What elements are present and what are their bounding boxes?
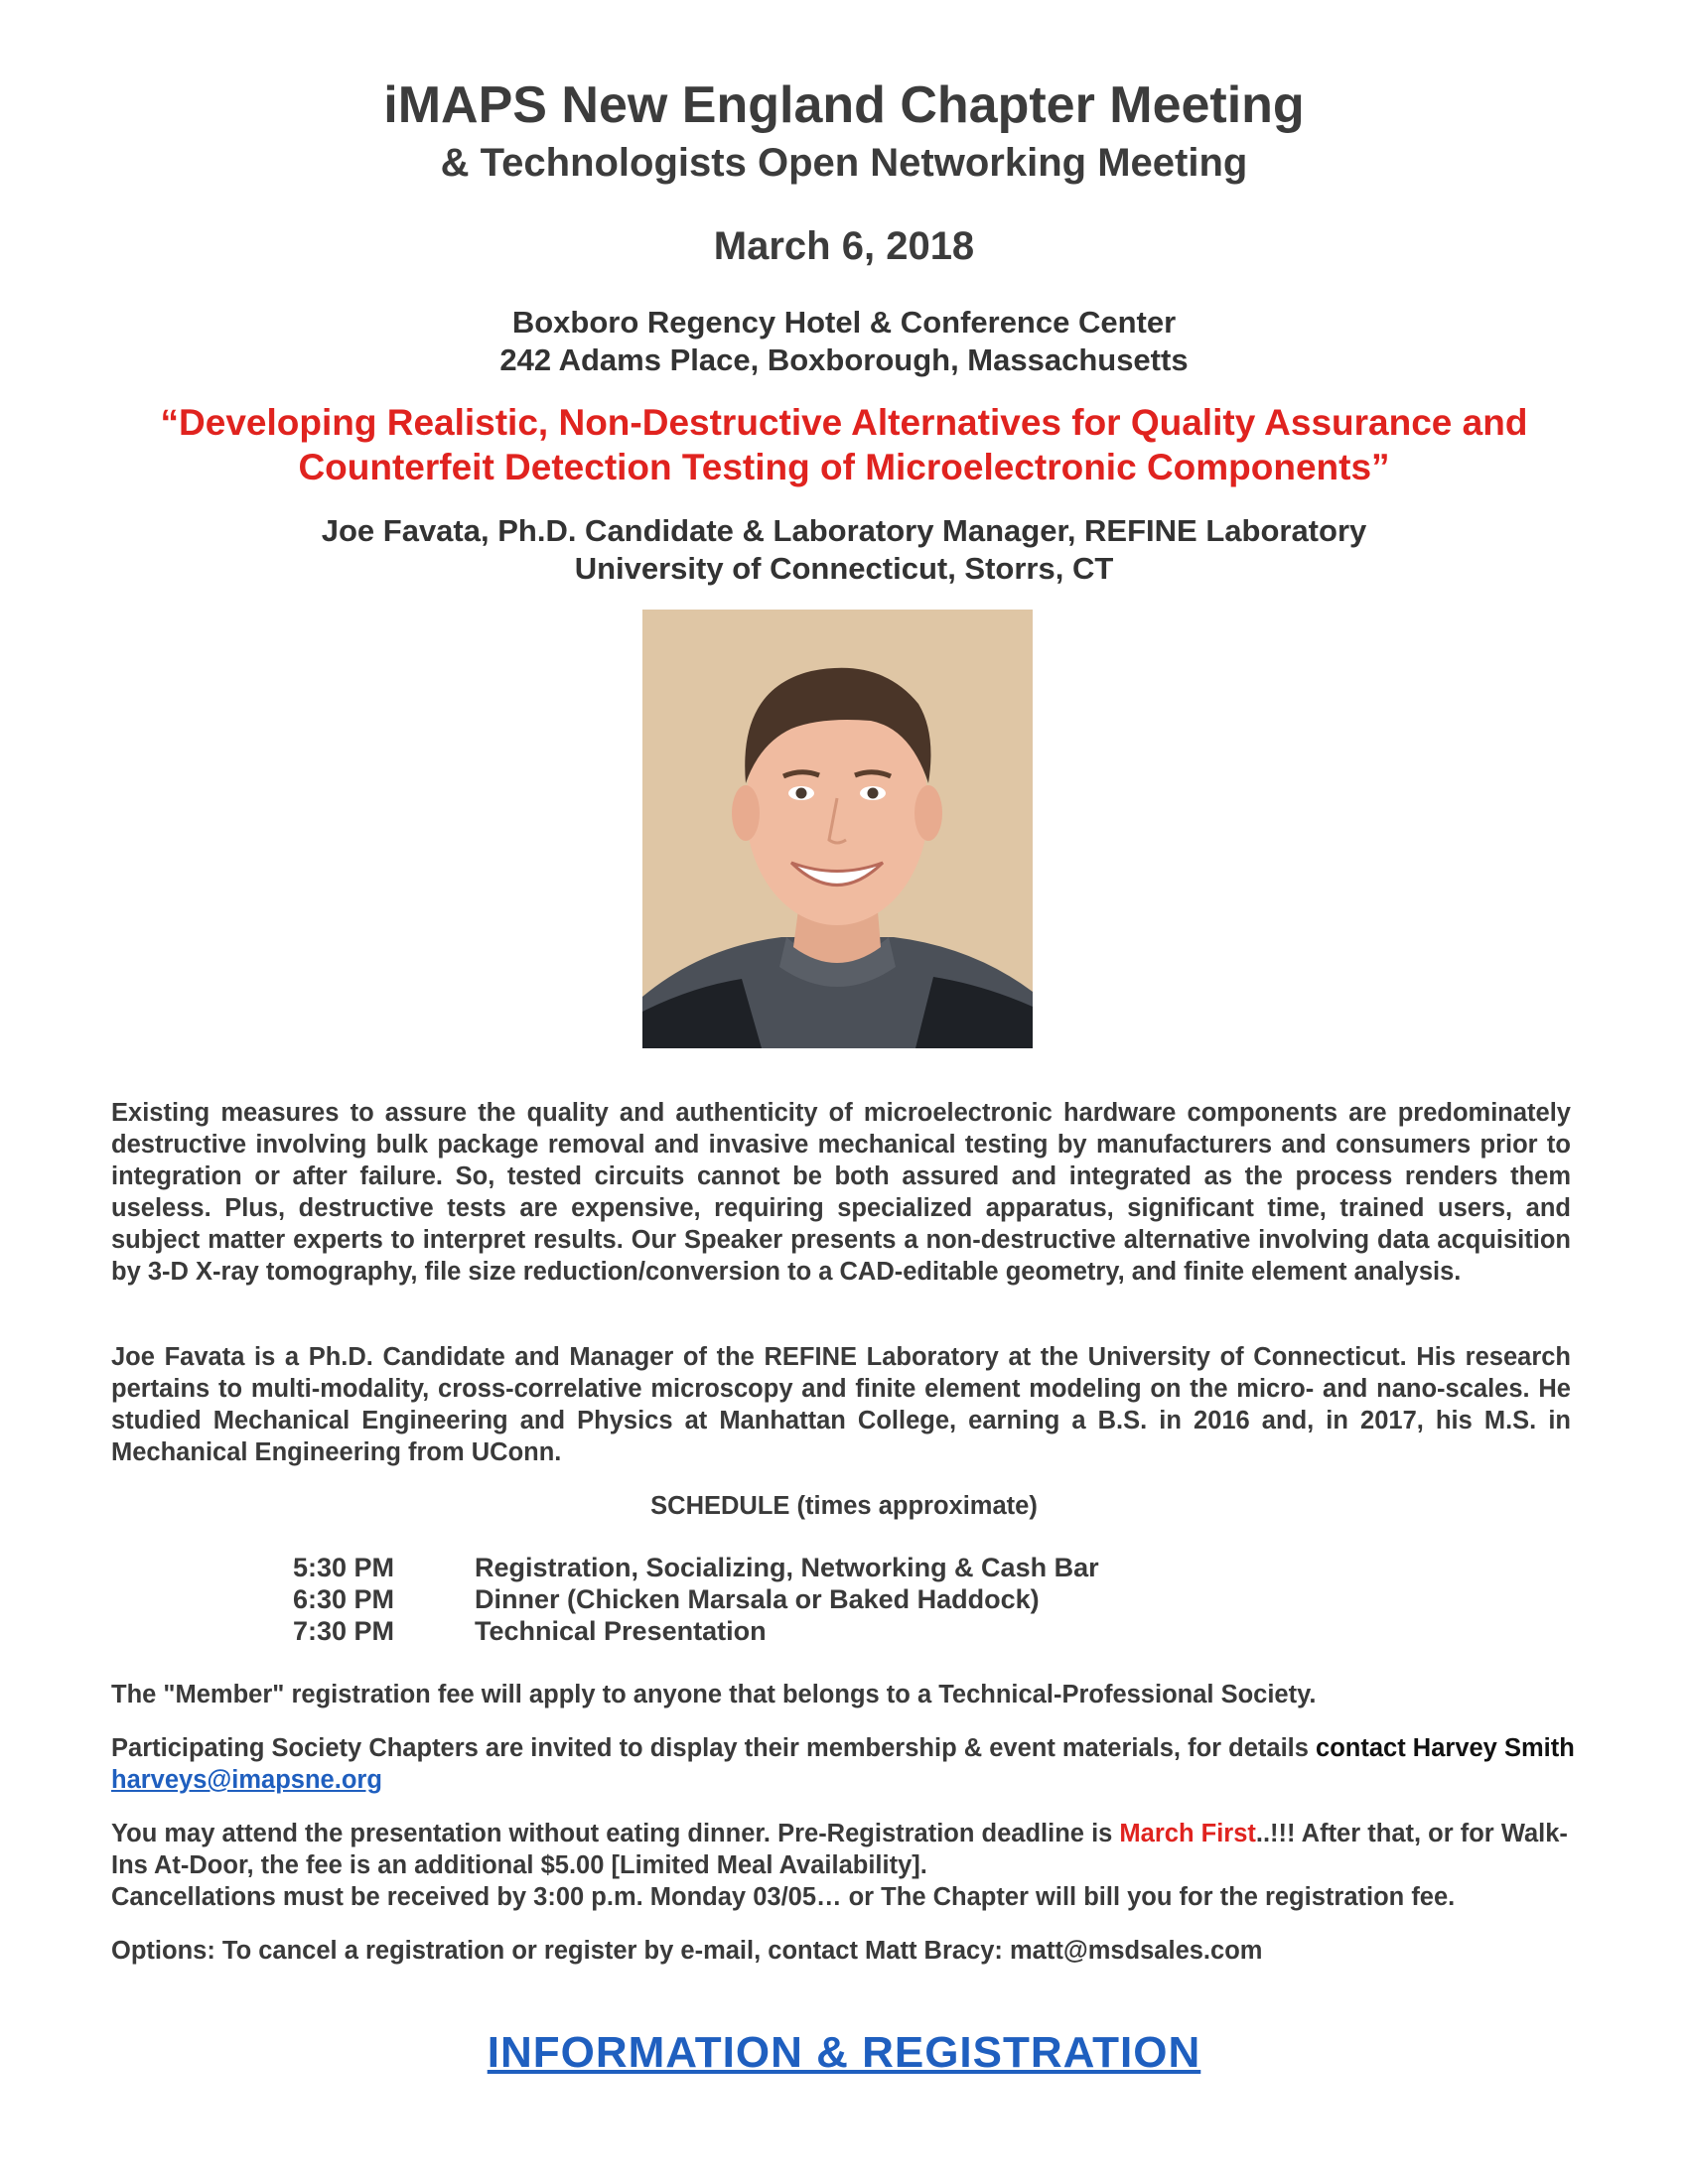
schedule-event: Technical Presentation [475, 1616, 767, 1646]
talk-title-line2: Counterfeit Detection Testing of Microelectronic Components” [298, 447, 1390, 487]
dinner-note [111, 1818, 1581, 1913]
speaker-block [0, 512, 1688, 588]
speaker-line1: Joe Favata, Ph.D. Candidate & Laboratory Manager, REFINE Laboratory [321, 513, 1367, 548]
bio-paragraph: Joe Favata is a Ph.D. Candidate and Manager of the REFINE Laboratory at the University of Connecticut. His research pertains to multi-modality, cross-correlative microscopy and finite element modeling on the micro- and nano-scales. He studied Mechanical Engineering and Physics at Manhattan College, earning a B.S. in 2016 and, in 2017, his M.S. in Mechanical Engineering from UConn. [111, 1343, 1571, 1466]
schedule-time: 7:30 PM [293, 1616, 395, 1646]
schedule-event: Registration, Socializing, Networking & Cash Bar [475, 1553, 1099, 1582]
venue-block [0, 304, 1688, 379]
cancellation-note: Cancellations must be received by 3:00 p.m. Monday 03/05… or The Chapter will bill you for the registration fee. [111, 1883, 1456, 1911]
schedule-time: 5:30 PM [293, 1553, 395, 1582]
deadline-text: March First [1119, 1820, 1256, 1847]
schedule-row [293, 1583, 1099, 1615]
schedule-time: 6:30 PM [293, 1584, 395, 1614]
abstract-paragraph: Existing measures to assure the quality and authenticity of microelectronic hardware components are predominately destructive involving bulk package removal and invasive mechanical testing by manufacturers and consumers prior to integration or after failure. So, tested circuits cannot be both assured and integrated as the process renders them useless. Plus, destructive tests are expensive, requiring specialized apparatus, significant time, trained users, and subject matter experts to interpret results. Our Speaker presents a non-destructive alternative involving data acquisition by 3-D X-ray tomography, file size reduction/conversion to a CAD-editable geometry, and finite element analysis. [111, 1099, 1571, 1286]
schedule-event: Dinner (Chicken Marsala or Baked Haddock) [475, 1584, 1040, 1614]
talk-title [79, 400, 1609, 489]
page-subtitle: & Technologists Open Networking Meeting [440, 141, 1248, 185]
dinner-text: You may attend the presentation without eating dinner. Pre-Registration deadline is [111, 1820, 1120, 1847]
venue-name: Boxboro Regency Hotel & Conference Center [511, 305, 1177, 340]
chapters-text: Participating Society Chapters are invited to display their membership & event materials, for details [111, 1734, 1317, 1762]
event-date: March 6, 2018 [713, 224, 975, 268]
chapters-note [111, 1732, 1581, 1796]
schedule-row [293, 1615, 1099, 1647]
options-note: Options: To cancel a registration or register by e-mail, contact Matt Bracy: matt@msdsales.com [111, 1937, 1263, 1965]
schedule-title: SCHEDULE (times approximate) [650, 1492, 1038, 1520]
speaker-line2: University of Connecticut, Storrs, CT [574, 551, 1114, 586]
venue-address: 242 Adams Place, Boxborough, Massachusetts [499, 342, 1189, 377]
speaker-photo [642, 610, 1033, 1048]
schedule-list [293, 1552, 1099, 1647]
talk-title-line1: “Developing Realistic, Non-Destructive Alternatives for Quality Assurance and [160, 402, 1528, 443]
dinner-text-2: ..!!! After that, or for Walk-Ins At-Door, the fee is an additional $5.00 [Limited Meal Availability]. [111, 1820, 1568, 1879]
page-title: iMAPS New England Chapter Meeting [383, 76, 1305, 134]
chapters-contact: contact Harvey Smith [1316, 1734, 1575, 1762]
information-registration-link[interactable]: INFORMATION & REGISTRATION [487, 2028, 1201, 2077]
member-fee-note: The "Member" registration fee will apply to anyone that belongs to a Technical-Professional Society. [111, 1681, 1317, 1708]
schedule-row [293, 1552, 1099, 1583]
harvey-email-link[interactable]: harveys@imapsne.org [111, 1766, 382, 1794]
